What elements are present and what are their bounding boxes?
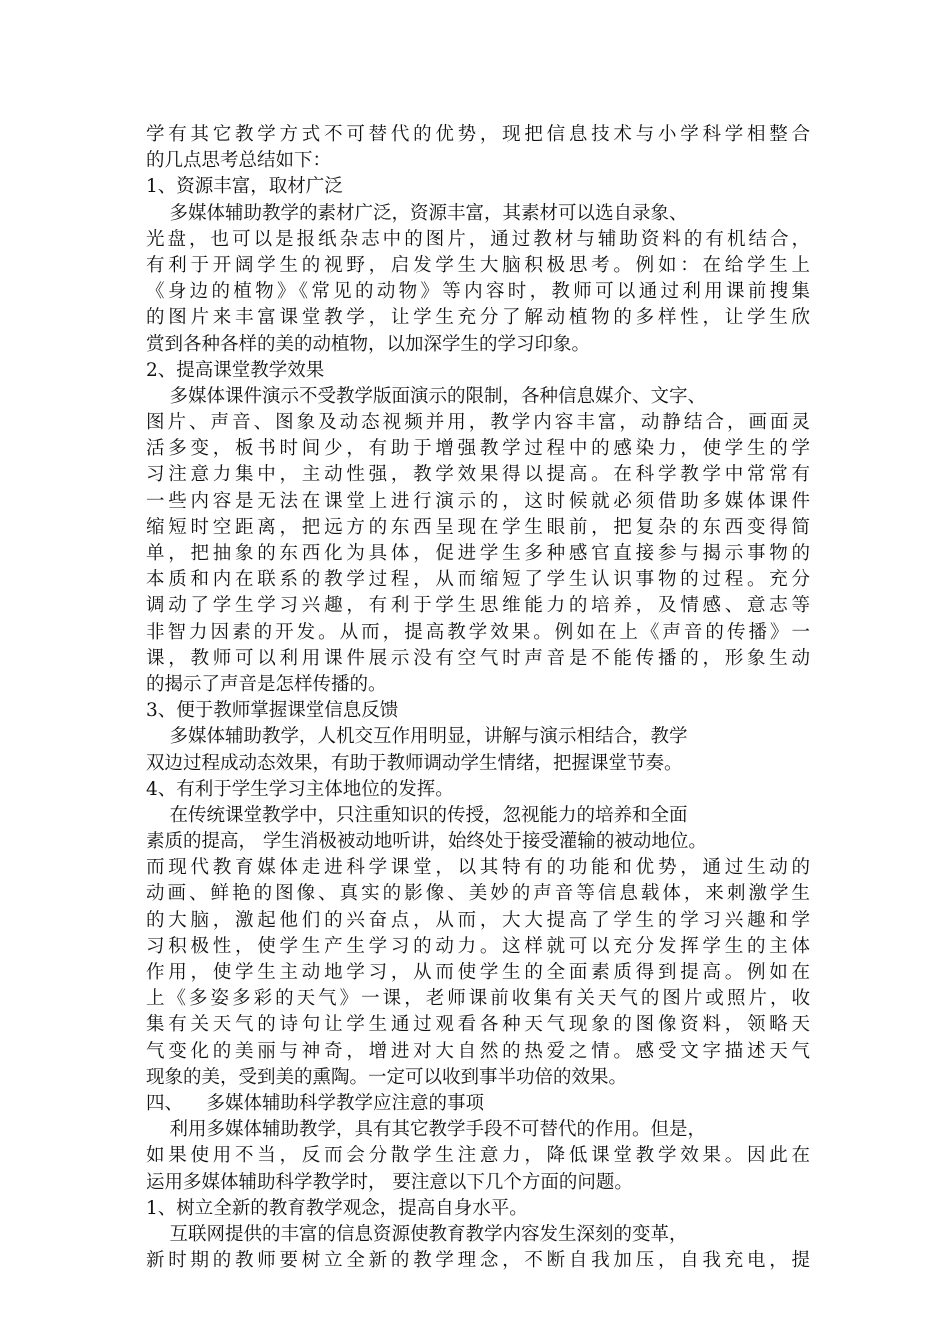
text-line: 双边过程成动态效果，有助于教师调动学生情绪，把握课堂节奏。: [146, 752, 683, 774]
text-line: 1、树立全新的教育教学观念，提高自身水平。: [146, 1197, 528, 1219]
text-line: 在传统课堂教学中，只注重知识的传授，忽视能力的培养和全面: [146, 804, 688, 826]
text-line: 上《多姿多彩的天气》一课，老师课前收集有关天气的图片或照片，收: [146, 988, 810, 1010]
text-line: 课，教师可以利用课件展示没有空气时声音是不能传播的，形象生动: [146, 647, 810, 669]
text-line: 动画、鲜艳的图像、真实的影像、美妙的声音等信息载体，来刺激学生: [146, 883, 810, 905]
text-line: 多媒体课件演示不受教学版面演示的限制，各种信息媒介、文字、: [146, 385, 707, 407]
text-line: 素质的提高， 学生消极被动地听讲，始终处于接受灌输的被动地位。: [146, 831, 707, 853]
text-line: 图片、声音、图象及动态视频并用，教学内容丰富，动静结合，画面灵: [146, 412, 810, 434]
text-line: 一些内容是无法在课堂上进行演示的，这时候就必须借助多媒体课件: [146, 490, 810, 512]
text-line: 多媒体辅助教学，人机交互作用明显，讲解与演示相结合，教学: [146, 726, 688, 748]
text-line: 缩短时空距离，把远方的东西呈现在学生眼前，把复杂的东西变得简: [146, 516, 810, 538]
text-line: 4、有利于学生学习主体地位的发挥。: [146, 778, 454, 800]
text-line: 的几点思考总结如下：: [146, 150, 332, 172]
text-line: 有利于开阔学生的视野，启发学生大脑积极思考。例如：在给学生上: [146, 254, 810, 276]
text-line: 习注意力集中，主动性强，教学效果得以提高。在科学教学中常常有: [146, 464, 810, 486]
text-line: 运用多媒体辅助科学教学时， 要注意以下几个方面的问题。: [146, 1171, 633, 1193]
text-line: 2、提高课堂教学效果: [146, 359, 325, 381]
text-line: 习积极性，使学生产生学习的动力。这样就可以充分发挥学生的主体: [146, 935, 810, 957]
text-line: 1、资源丰富，取材广泛: [146, 176, 343, 198]
text-line: 活多变，板书时间少，有助于增强教学过程中的感染力，使学生的学: [146, 438, 810, 460]
text-line: 四、 多媒体辅助科学教学应注意的事项: [146, 1092, 485, 1114]
text-line: 学有其它教学方式不可替代的优势，现把信息技术与小学科学相整合: [146, 124, 810, 145]
text-line: 作用，使学生主动地学习，从而使学生的全面素质得到提高。例如在: [146, 962, 810, 983]
text-line: 光盘，也可以是报纸杂志中的图片，通过教材与辅助资料的有机结合，: [146, 228, 810, 250]
text-line: 本质和内在联系的教学过程，从而缩短了学生认识事物的过程。充分: [146, 569, 810, 591]
text-line: 互联网提供的丰富的信息资源使教育教学内容发生深刻的变革，: [146, 1223, 688, 1245]
text-line: 集有关天气的诗句让学生通过观看各种天气现象的图像资料，领略天: [146, 1014, 810, 1036]
text-line: 多媒体辅助教学的素材广泛，资源丰富，其素材可以选自录象、: [146, 202, 688, 224]
text-line: 单，把抽象的东西化为具体，促进学生多种感官直接参与揭示事物的: [146, 543, 810, 564]
text-line: 《身边的植物》《常见的动物》等内容时，教师可以通过利用课前搜集: [146, 281, 810, 303]
text-line: 如果使用不当，反而会分散学生注意力，降低课堂教学效果。因此在: [146, 1145, 810, 1167]
text-line: 气变化的美丽与神奇，增进对大自然的热爱之情。感受文字描述天气: [146, 1040, 810, 1062]
text-line: 3、便于教师掌握课堂信息反馈: [146, 700, 399, 722]
text-line: 调动了学生学习兴趣，有利于学生思维能力的培养，及情感、意志等: [146, 595, 810, 617]
text-line: 利用多媒体辅助教学，具有其它教学手段不可替代的作用。但是，: [146, 1119, 707, 1141]
text-line: 现象的美，受到美的熏陶。一定可以收到事半功倍的效果。: [146, 1066, 628, 1088]
text-line: 非智力因素的开发。从而，提高教学效果。例如在上《声音的传播》一: [146, 621, 810, 643]
text-line: 的揭示了声音是怎样传播的。: [146, 673, 387, 695]
text-line: 的大脑，激起他们的兴奋点，从而，大大提高了学生的学习兴趣和学: [146, 909, 810, 931]
text-line: 而现代教育媒体走进科学课堂，以其特有的功能和优势，通过生动的: [146, 857, 810, 879]
document-body: [146, 122, 810, 1274]
text-line: 新时期的教师要树立全新的教学理念，不断自我加压，自我充电，提: [146, 1250, 810, 1272]
text-line: 赏到各种各样的美的动植物，以加深学生的学习印象。: [146, 333, 591, 355]
text-line: 的图片来丰富课堂教学，让学生充分了解动植物的多样性，让学生欣: [146, 307, 810, 329]
